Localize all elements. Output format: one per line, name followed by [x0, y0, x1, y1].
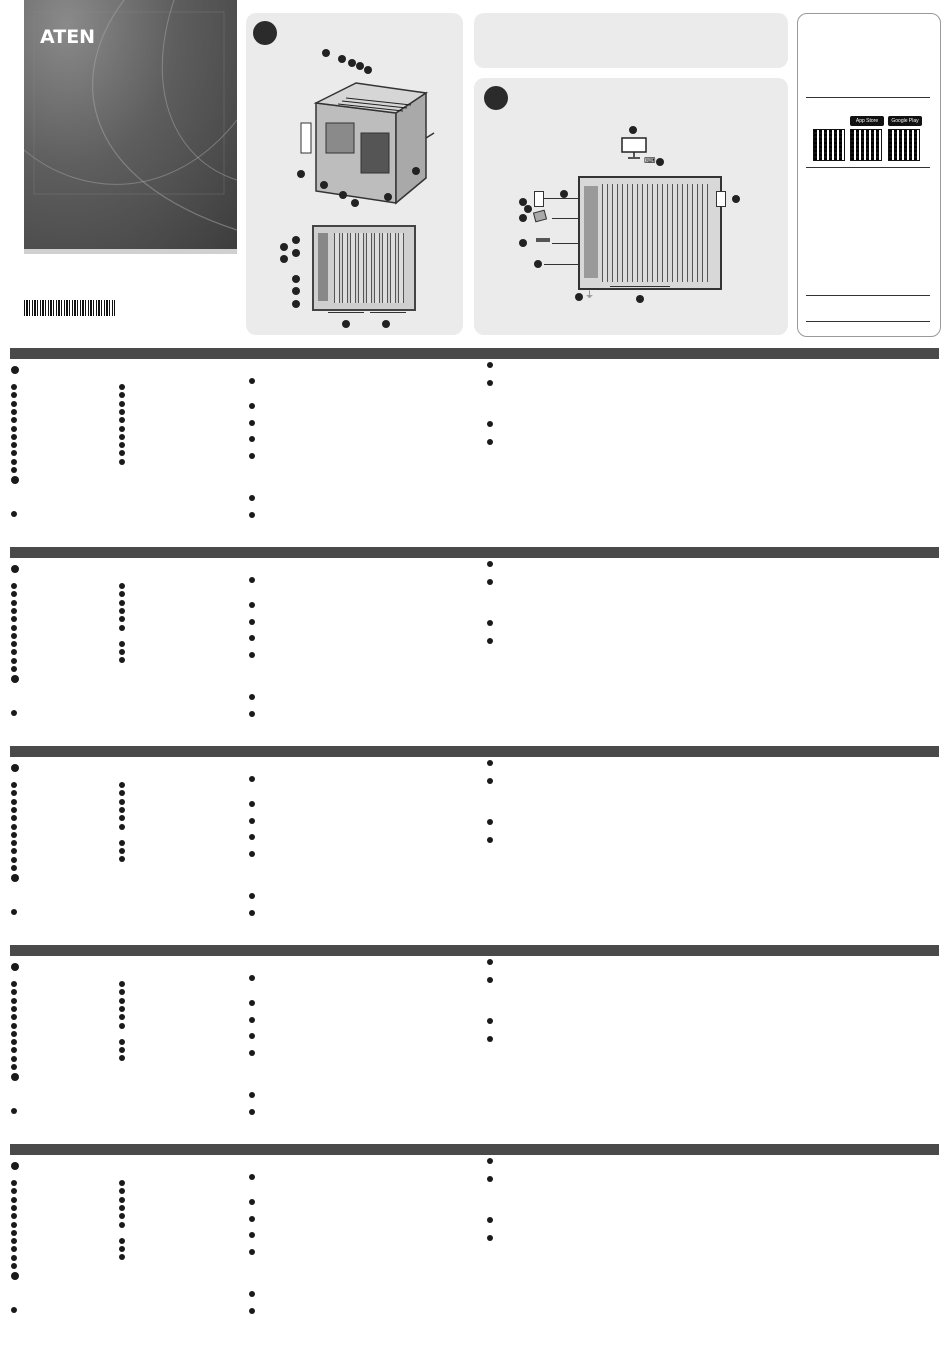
hardware-review-panel [246, 13, 463, 335]
callout-10 [384, 193, 392, 201]
list-item-marker [11, 600, 17, 606]
list-item-marker [11, 658, 17, 664]
chassis-front-drawing [286, 53, 436, 213]
list-item-marker [119, 608, 125, 614]
list-item-marker [487, 1176, 493, 1182]
list-item-marker [249, 801, 255, 807]
list-item-marker [119, 401, 125, 407]
list-item-marker [11, 1108, 17, 1114]
list-item-marker [119, 1014, 125, 1020]
callout-13 [280, 243, 288, 251]
list-item-marker [119, 815, 125, 821]
cable-icon [536, 238, 550, 242]
list-item-marker [119, 1246, 125, 1252]
list-item-marker [249, 851, 255, 857]
callout-b8 [534, 260, 542, 268]
list-item-marker [11, 710, 17, 716]
list-item-marker [119, 1180, 125, 1186]
qr-code-icon [889, 130, 919, 160]
list-item-marker [249, 1000, 255, 1006]
list-item-marker [119, 616, 125, 622]
list-item-marker [11, 790, 17, 796]
list-item-marker [119, 1197, 125, 1203]
list-item-marker [487, 977, 493, 983]
list-item-marker [487, 380, 493, 386]
callout-6 [297, 170, 305, 178]
list-item-marker [249, 635, 255, 641]
list-item-marker [249, 512, 255, 518]
list-item-marker [249, 1308, 255, 1314]
list-item-marker [119, 981, 125, 987]
list-item-marker [119, 600, 125, 606]
callout-15 [280, 255, 288, 263]
list-item-marker [119, 989, 125, 995]
list-item-marker [11, 1180, 17, 1186]
callout-3 [348, 59, 356, 67]
list-item-marker [249, 652, 255, 658]
installation-panel [474, 78, 788, 335]
barcode [24, 300, 115, 316]
section-header-bar [10, 1144, 939, 1155]
callout-12 [292, 236, 300, 244]
list-item-marker [249, 1216, 255, 1222]
list-item-marker [11, 799, 17, 805]
list-item-marker [487, 439, 493, 445]
list-item-marker [119, 625, 125, 631]
list-item-marker [487, 362, 493, 368]
callout-b1 [629, 126, 637, 134]
section-header-bar [10, 945, 939, 956]
list-item-marker [249, 1017, 255, 1023]
cover-strip [24, 249, 237, 254]
callout-b10 [575, 293, 583, 301]
list-item-marker [249, 619, 255, 625]
list-item-marker [249, 694, 255, 700]
list-item-marker [487, 837, 493, 843]
list-item-marker [11, 1255, 17, 1261]
list-item-marker [11, 1047, 17, 1053]
list-item-marker [487, 579, 493, 585]
list-item-marker [11, 401, 17, 407]
list-item-marker [119, 782, 125, 788]
list-item-marker [119, 409, 125, 415]
list-item-marker [119, 1254, 125, 1260]
section-b-marker [484, 86, 508, 110]
list-item-marker [119, 657, 125, 663]
callout-7 [320, 181, 328, 189]
callout-20 [382, 320, 390, 328]
list-item-marker [11, 616, 17, 622]
list-item-marker [11, 832, 17, 838]
list-item-marker [11, 511, 17, 517]
list-item-marker [487, 1018, 493, 1024]
list-item-marker [11, 409, 17, 415]
list-item-marker [119, 1205, 125, 1211]
list-item-marker [249, 495, 255, 501]
list-item-marker [119, 434, 125, 440]
section-heading-marker [11, 565, 19, 573]
list-item-marker [11, 641, 17, 647]
list-item-marker [11, 1238, 17, 1244]
list-item-marker [119, 450, 125, 456]
section-heading-marker [11, 764, 19, 772]
list-item-marker [249, 1109, 255, 1115]
list-item-marker [11, 1064, 17, 1070]
list-item-marker [249, 893, 255, 899]
callout-14 [292, 249, 300, 257]
list-item-marker [11, 450, 17, 456]
list-item-marker [249, 1033, 255, 1039]
list-item-marker [119, 1238, 125, 1244]
section-heading-marker [11, 1272, 19, 1280]
computer-icon [534, 191, 544, 207]
list-item-marker [11, 583, 17, 589]
list-item-marker [11, 857, 17, 863]
computer-right-icon [716, 191, 726, 207]
support-panel [797, 13, 941, 337]
list-item-marker [11, 633, 17, 639]
list-item-marker [487, 620, 493, 626]
list-item-marker [119, 384, 125, 390]
list-item-marker [119, 1047, 125, 1053]
list-item-marker [119, 1023, 125, 1029]
list-item-marker [11, 909, 17, 915]
list-item-marker [119, 649, 125, 655]
section-header-bar [10, 348, 939, 359]
callout-b5 [524, 205, 532, 213]
callout-2 [338, 55, 346, 63]
list-item-marker [119, 1039, 125, 1045]
list-item-marker [119, 392, 125, 398]
section-heading-marker [11, 963, 19, 971]
list-item-marker [11, 1031, 17, 1037]
list-item-marker [11, 417, 17, 423]
callout-b6 [519, 214, 527, 222]
list-item-marker [249, 1249, 255, 1255]
list-item-marker [249, 1199, 255, 1205]
qr-code-icon [814, 130, 844, 160]
list-item-marker [11, 807, 17, 813]
list-item-marker [11, 1056, 17, 1062]
section-heading-marker [11, 476, 19, 484]
list-item-marker [11, 824, 17, 830]
list-item-marker [119, 442, 125, 448]
list-item-marker [11, 1023, 17, 1029]
callout-b7 [519, 239, 527, 247]
list-item-marker [11, 1197, 17, 1203]
list-item-marker [119, 426, 125, 432]
list-item-marker [249, 577, 255, 583]
list-item-marker [11, 459, 17, 465]
list-item-marker [11, 467, 17, 473]
list-item-marker [249, 1092, 255, 1098]
list-item-marker [11, 840, 17, 846]
list-item-marker [11, 1213, 17, 1219]
device-icon [533, 210, 547, 223]
list-item-marker [119, 591, 125, 597]
callout-9 [351, 199, 359, 207]
list-item-marker [119, 1222, 125, 1228]
list-item-marker [249, 602, 255, 608]
app-store-badge[interactable]: App Store [850, 116, 884, 126]
list-item-marker [249, 818, 255, 824]
list-item-marker [249, 436, 255, 442]
callout-b11 [636, 295, 644, 303]
list-item-marker [487, 561, 493, 567]
callout-11 [412, 167, 420, 175]
list-item-marker [249, 420, 255, 426]
callout-b9 [732, 195, 740, 203]
list-item-marker [487, 1158, 493, 1164]
list-item-marker [249, 834, 255, 840]
list-item-marker [119, 1055, 125, 1061]
list-item-marker [11, 981, 17, 987]
list-item-marker [11, 1263, 17, 1269]
list-item-marker [487, 421, 493, 427]
callout-4 [356, 62, 364, 70]
callout-b2 [656, 158, 664, 166]
list-item-marker [119, 799, 125, 805]
list-item-marker [119, 1006, 125, 1012]
section-header-bar [10, 746, 939, 757]
list-item-marker [11, 649, 17, 655]
list-item-marker [11, 1222, 17, 1228]
list-item-marker [11, 608, 17, 614]
list-item-marker [487, 778, 493, 784]
callout-5 [364, 66, 372, 74]
list-item-marker [249, 1232, 255, 1238]
list-item-marker [249, 975, 255, 981]
list-item-marker [249, 1291, 255, 1297]
callout-17 [292, 287, 300, 295]
list-item-marker [11, 1014, 17, 1020]
list-item-marker [487, 1036, 493, 1042]
section-heading-marker [11, 1073, 19, 1081]
installation-chassis-drawing [578, 176, 722, 290]
list-item-marker [11, 1006, 17, 1012]
list-item-marker [487, 1217, 493, 1223]
callout-18 [292, 300, 300, 308]
list-item-marker [11, 998, 17, 1004]
list-item-marker [119, 807, 125, 813]
list-item-marker [249, 378, 255, 384]
section-heading-marker [11, 874, 19, 882]
list-item-marker [119, 998, 125, 1004]
list-item-marker [119, 1213, 125, 1219]
list-item-marker [11, 1205, 17, 1211]
list-item-marker [119, 583, 125, 589]
chassis-rear-drawing [312, 225, 416, 311]
list-item-marker [249, 711, 255, 717]
list-item-marker [119, 840, 125, 846]
list-item-marker [11, 392, 17, 398]
list-item-marker [11, 1230, 17, 1236]
callout-19 [342, 320, 350, 328]
list-item-marker [11, 865, 17, 871]
list-item-marker [11, 434, 17, 440]
callout-8 [339, 191, 347, 199]
list-item-marker [487, 1235, 493, 1241]
section-heading-marker [11, 366, 19, 374]
list-item-marker [249, 910, 255, 916]
list-item-marker [11, 1039, 17, 1045]
list-item-marker [249, 776, 255, 782]
info-panel [474, 13, 788, 68]
list-item-marker [487, 760, 493, 766]
callout-1 [322, 49, 330, 57]
list-item-marker [11, 442, 17, 448]
list-item-marker [11, 848, 17, 854]
list-item-marker [11, 1188, 17, 1194]
list-item-marker [11, 815, 17, 821]
list-item-marker [119, 848, 125, 854]
section-heading-marker [11, 1162, 19, 1170]
list-item-marker [11, 426, 17, 432]
list-item-marker [119, 856, 125, 862]
list-item-marker [119, 459, 125, 465]
section-header-bar [10, 547, 939, 558]
list-item-marker [249, 403, 255, 409]
callout-16 [292, 275, 300, 283]
list-item-marker [11, 666, 17, 672]
aten-logo: ATEN [40, 26, 96, 48]
list-item-marker [487, 638, 493, 644]
list-item-marker [11, 1246, 17, 1252]
list-item-marker [11, 625, 17, 631]
keyboard-mouse-icon: ⌨ [644, 156, 656, 165]
section-heading-marker [11, 675, 19, 683]
list-item-marker [487, 959, 493, 965]
list-item-marker [11, 989, 17, 995]
power-icon: ⏚ [585, 290, 595, 300]
list-item-marker [119, 641, 125, 647]
list-item-marker [249, 1174, 255, 1180]
google-play-badge[interactable]: Google Play [888, 116, 922, 126]
callout-b3 [560, 190, 568, 198]
list-item-marker [119, 790, 125, 796]
list-item-marker [249, 1050, 255, 1056]
list-item-marker [119, 1188, 125, 1194]
list-item-marker [249, 453, 255, 459]
qr-code-icon [851, 130, 881, 160]
list-item-marker [119, 417, 125, 423]
list-item-marker [11, 591, 17, 597]
list-item-marker [11, 1307, 17, 1313]
list-item-marker [11, 384, 17, 390]
list-item-marker [119, 824, 125, 830]
list-item-marker [11, 782, 17, 788]
list-item-marker [487, 819, 493, 825]
section-a-marker [253, 21, 277, 45]
